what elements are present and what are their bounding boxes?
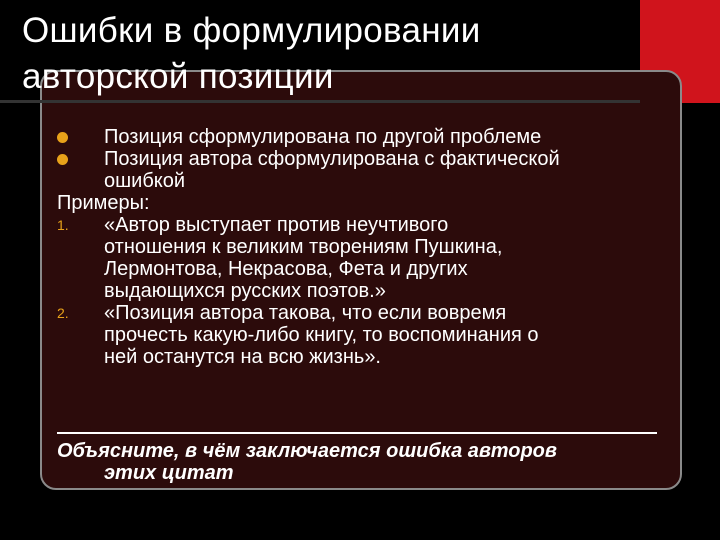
example-item-2 [57,302,667,368]
bullet-text: Позиция сформулирована по другой проблеме [104,126,542,148]
example-line: прочесть какую-либо книгу, то воспоминания о [104,324,539,346]
example-line: ней останутся на всю жизнь». [104,346,381,368]
bullet-item-1 [57,126,667,148]
question-line-1: Объясните, в чём заключается ошибка авторов [57,440,557,462]
bullet-marker [57,126,97,148]
example-number: 1. [57,217,69,233]
bullet-text-line-2: ошибкой [104,170,186,192]
example-line: Лермонтова, Некрасова, Фета и других [104,258,468,280]
slide-title [22,8,622,100]
slide-body [57,126,667,368]
example-number: 2. [57,305,69,321]
bullet-marker [57,148,97,170]
question-line-2: этих цитат [104,462,234,484]
slide-title-line-1: Ошибки в формулировании [22,11,481,50]
example-line: отношения к великим творениям Пушкина, [104,236,503,258]
bullet-text-line-1: Позиция автора сформулирована с фактической [104,148,560,170]
orange-dot-icon [57,132,68,143]
question-text [57,440,667,484]
example-item-1 [57,214,667,302]
example-line: выдающихся русских поэтов.» [104,280,386,302]
bullet-item-2 [57,148,667,192]
slide-title-line-2: авторской позиции [22,57,334,96]
orange-dot-icon [57,154,68,165]
title-underline [0,100,640,103]
question-divider [57,432,657,434]
examples-label: Примеры: [57,192,150,214]
example-line: «Позиция автора такова, что если вовремя [104,302,507,324]
example-line: «Автор выступает против неучтивого [104,214,449,236]
